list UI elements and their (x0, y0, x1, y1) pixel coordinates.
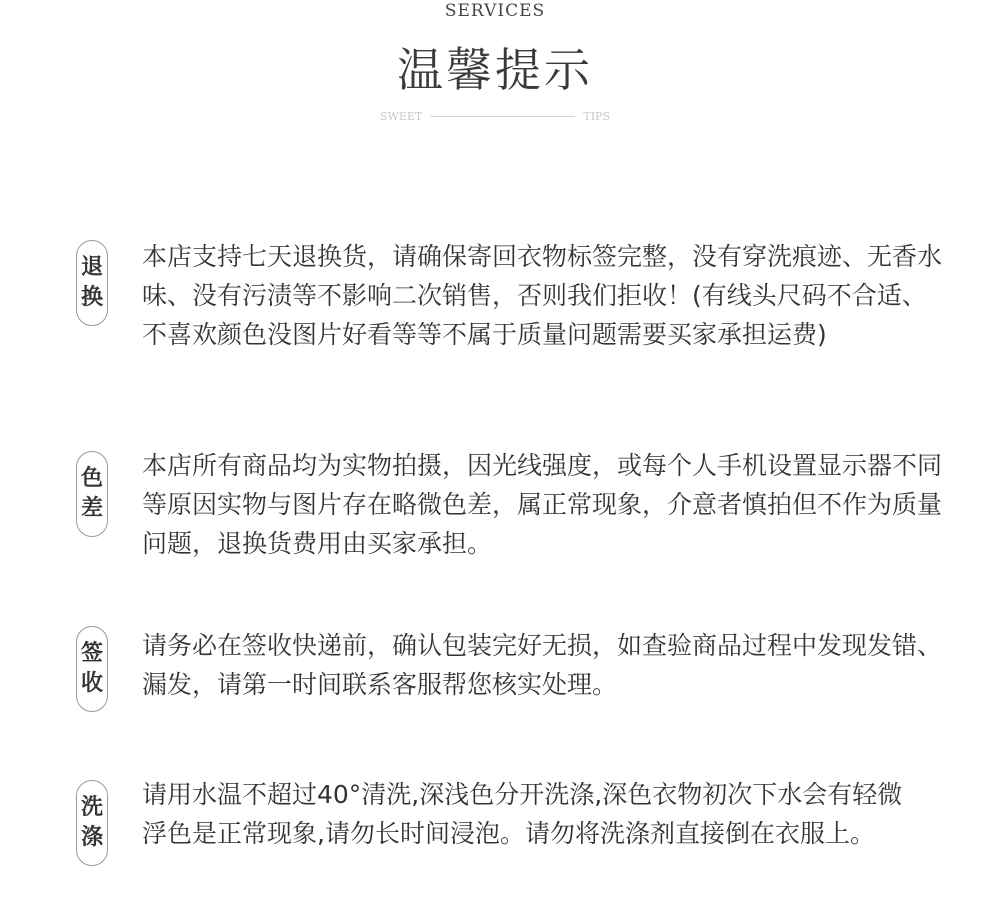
sub-title-rule (430, 116, 575, 117)
tag-char: 签 (80, 641, 103, 666)
tag-char: 色 (80, 466, 103, 491)
page-title: 温馨提示 (397, 43, 593, 97)
washing-text: 请用水温不超过40°清洗,深浅色分开洗涤,深色衣物初次下水会有轻微浮色是正常现象,请勿长时间浸泡。请勿将洗涤剂直接倒在衣服上。 (142, 780, 903, 848)
tag-char: 收 (80, 671, 103, 696)
tag-char: 差 (80, 496, 103, 521)
color-difference-text: 本店所有商品均为实物拍摄，因光线强度，或每个人手机设置显示器不同等原因实物与图片存在略微色差，属正常现象，介意者慎拍但不作为质量问题，退换货费用由买家承担。 (142, 451, 943, 558)
washing-tag (76, 780, 108, 866)
sub-title-left: SWEET (380, 109, 423, 123)
color-difference-tag (76, 451, 108, 537)
services-label: SERVICES (444, 1, 546, 21)
sub-title (380, 108, 610, 124)
receipt-text: 请务必在签收快递前，确认包装完好无损，如查验商品过程中发现发错、漏发，请第一时间联系客服帮您核实处理。 (142, 631, 943, 699)
receipt-tag (76, 626, 108, 712)
return-exchange-tag (76, 240, 108, 326)
return-exchange-text: 本店支持七天退换货，请确保寄回衣物标签完整，没有穿洗痕迹、无香水味、没有污渍等不影响二次销售，否则我们拒收！(有线头尺码不合适、不喜欢颜色没图片好看等等不属于质量问题需要买家承担运费) (142, 242, 943, 349)
tag-char: 洗 (80, 795, 103, 820)
tag-char: 退 (80, 255, 103, 280)
tag-char: 涤 (80, 825, 103, 850)
tag-char: 换 (80, 285, 103, 310)
sub-title-right: TIPS (583, 109, 610, 123)
